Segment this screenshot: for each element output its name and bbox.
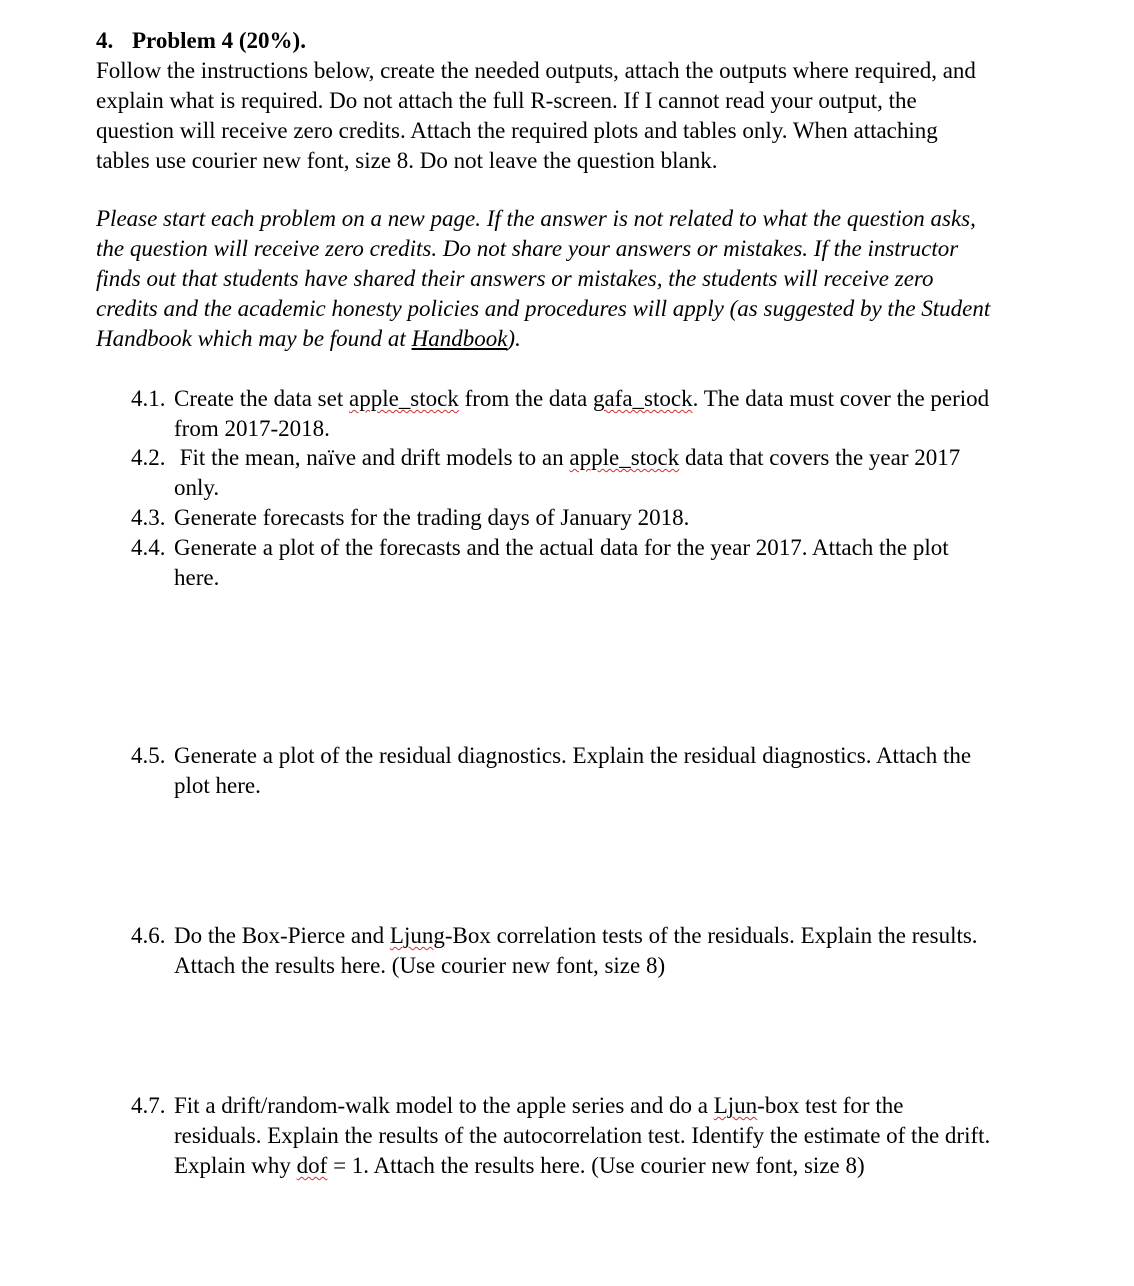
instructions-line: question will receive zero credits. Attach the required plots and tables only. When attaching bbox=[96, 118, 938, 143]
notice-line: the question will receive zero credits. Do not share your answers or mistakes. If the instructor bbox=[96, 236, 959, 261]
task-text: Fit the mean, naïve and drift models to an bbox=[174, 445, 570, 470]
task-text: Generate a plot of the forecasts and the actual data for the year 2017. Attach the plot bbox=[174, 535, 949, 560]
instructions-line: tables use courier new font, size 8. Do not leave the question blank. bbox=[96, 148, 718, 173]
task-text: only. bbox=[174, 475, 220, 500]
task-text: plot here. bbox=[174, 773, 261, 798]
notice-line: Please start each problem on a new page. If the answer is not related to what the question asks, bbox=[96, 206, 976, 231]
task-number: 4.7. bbox=[131, 1093, 166, 1118]
task-item-4-2 bbox=[131, 443, 1051, 503]
task-text: Create the data set bbox=[174, 386, 349, 411]
notice-last-prefix: Handbook which may be found at bbox=[96, 326, 412, 351]
task-text: Attach the results here. (Use courier new font, size 8) bbox=[174, 953, 666, 978]
task-text: -box test for the bbox=[757, 1093, 904, 1118]
task-text: here. bbox=[174, 565, 220, 590]
task-item-4-4 bbox=[131, 533, 1051, 593]
task-text: Do the Box-Pierce and bbox=[174, 923, 390, 948]
notice-line bbox=[96, 324, 1056, 354]
notice-line: finds out that students have shared their answers or mistakes, the students will receive zero bbox=[96, 266, 934, 291]
task-text: = 1. Attach the results here. (Use courier new font, size 8) bbox=[327, 1153, 865, 1178]
task-text: . The data must cover the period bbox=[692, 386, 990, 411]
task-text: -Box correlation tests of the residuals. Explain the results. bbox=[444, 923, 978, 948]
task-text: Generate a plot of the residual diagnostics. Explain the residual diagnostics. Attach the bbox=[174, 743, 972, 768]
task-text: data that covers the year 2017 bbox=[679, 445, 961, 470]
spellcheck-word: apple_stock bbox=[348, 386, 459, 411]
problem-heading bbox=[96, 26, 306, 56]
task-item-4-1 bbox=[131, 384, 1051, 444]
task-number: 4.5. bbox=[131, 743, 166, 768]
honesty-notice bbox=[96, 204, 1056, 354]
task-item-4-5 bbox=[131, 741, 1051, 801]
task-text: residuals. Explain the results of the autocorrelation test. Identify the estimate of the drift. bbox=[174, 1123, 991, 1148]
notice-last-suffix: ). bbox=[507, 326, 521, 351]
notice-line: credits and the academic honesty policies and procedures will apply (as suggested by the Student bbox=[96, 296, 991, 321]
spellcheck-word: Ljun bbox=[713, 1093, 758, 1118]
task-number: 4.1. bbox=[131, 386, 166, 411]
task-number: 4.2. bbox=[131, 445, 166, 470]
spellcheck-word: Ljung bbox=[389, 923, 445, 948]
task-text: from the data bbox=[458, 386, 593, 411]
task-text-line bbox=[131, 1151, 1051, 1181]
problem-title: Problem 4 (20%). bbox=[132, 28, 306, 53]
problem-number: 4. bbox=[96, 28, 114, 53]
instructions-paragraph bbox=[96, 56, 1056, 176]
instructions-line: explain what is required. Do not attach the full R-screen. If I cannot read your output, the bbox=[96, 88, 917, 113]
task-item-4-6 bbox=[131, 921, 1051, 981]
task-text: Explain why bbox=[174, 1153, 297, 1178]
task-number: 4.6. bbox=[131, 923, 166, 948]
spellcheck-word: dof bbox=[296, 1153, 328, 1178]
instructions-line: Follow the instructions below, create the needed outputs, attach the outputs where required, and bbox=[96, 58, 976, 83]
task-item-4-3 bbox=[131, 503, 1051, 533]
task-text: Generate forecasts for the trading days of January 2018. bbox=[174, 505, 690, 530]
task-item-4-7 bbox=[131, 1091, 1051, 1181]
task-number: 4.3. bbox=[131, 505, 166, 530]
spellcheck-word: gafa_stock bbox=[592, 386, 693, 411]
task-text: from 2017-2018. bbox=[174, 416, 330, 441]
spellcheck-word: apple_stock bbox=[569, 445, 680, 470]
handbook-link[interactable]: Handbook bbox=[411, 326, 508, 351]
task-text: Fit a drift/random-walk model to the apple series and do a bbox=[174, 1093, 714, 1118]
task-number: 4.4. bbox=[131, 535, 166, 560]
